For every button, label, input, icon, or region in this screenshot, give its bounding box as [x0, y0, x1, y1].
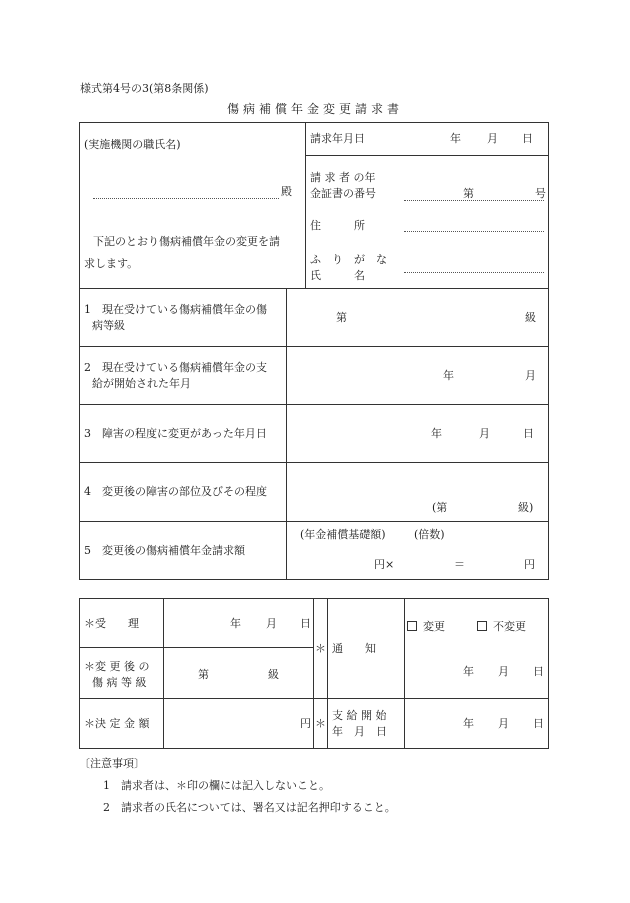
cert-label-line2: 金証書の番号	[310, 187, 376, 200]
notice-star: ＊	[315, 642, 326, 655]
checkbox-icon[interactable]	[407, 621, 417, 631]
start-month: 月	[498, 717, 509, 730]
start-label-line2: 年 月 日	[332, 725, 387, 738]
divider	[305, 122, 306, 288]
row3-year[interactable]: 年	[431, 427, 442, 440]
cert-number-field[interactable]	[404, 200, 544, 201]
divider	[79, 346, 549, 347]
form-title: 傷病補償年金変更請求書	[226, 102, 403, 116]
row4-label: 4 変更後の障害の部位及びその程度	[84, 485, 267, 498]
start-star: ＊	[315, 717, 326, 730]
row1-kyu: 級	[525, 311, 536, 324]
row5-base-label: (年金補償基礎額)	[300, 528, 386, 541]
divider	[313, 598, 314, 749]
agency-label: (実施機関の職氏名)	[84, 138, 181, 151]
divider	[305, 155, 549, 156]
grade-label-line2: 傷 病 等 級	[92, 676, 147, 689]
divider	[79, 521, 549, 522]
row5-yen: 円	[524, 558, 535, 571]
note-1: 1 請求者は、＊印の欄には記入しないこと。	[103, 779, 330, 792]
row3-month[interactable]: 月	[479, 427, 490, 440]
divider	[79, 462, 549, 463]
option-no-change[interactable]: 不変更	[477, 619, 526, 634]
row3-day[interactable]: 日	[523, 427, 534, 440]
received-label: ＊受 理	[84, 617, 139, 630]
divider	[79, 698, 549, 699]
row1-dai: 第	[336, 311, 347, 324]
address-label: 住 所	[310, 219, 365, 232]
note-2: 2 請求者の氏名については、署名又は記名押印すること。	[103, 801, 396, 814]
option-change[interactable]: 変更	[407, 619, 445, 634]
row5-equals: ＝	[454, 558, 465, 571]
row1-label-line1: 1 現在受けている傷病補償年金の傷	[84, 303, 267, 316]
received-day: 日	[300, 617, 311, 630]
row4-kyu: 級)	[518, 501, 534, 514]
cert-go: 号	[535, 187, 546, 200]
divider	[404, 598, 405, 749]
address-field[interactable]	[404, 231, 544, 232]
date-month[interactable]: 月	[487, 132, 498, 145]
row1-label-line2: 病等級	[92, 319, 125, 332]
received-month: 月	[266, 617, 277, 630]
start-year: 年	[463, 717, 474, 730]
amount-yen: 円	[300, 717, 311, 730]
row5-label: 5 変更後の傷病補償年金請求額	[84, 544, 245, 557]
start-day: 日	[533, 717, 544, 730]
cert-dai: 第	[463, 187, 474, 200]
name-label: 氏 名	[310, 269, 365, 282]
grade-dai: 第	[198, 668, 209, 681]
request-text-line2: 求します。	[84, 257, 139, 270]
honorific: 殿	[281, 185, 292, 198]
start-label-line1: 支 給 開 始	[332, 709, 387, 722]
notes-heading: 〔注意事項〕	[79, 757, 145, 770]
date-day[interactable]: 日	[522, 132, 533, 145]
row2-label-line2: 給が開始された年月	[92, 377, 191, 390]
date-year[interactable]: 年	[450, 132, 461, 145]
notice-day: 日	[533, 665, 544, 678]
grade-kyu: 級	[268, 668, 279, 681]
row2-month[interactable]: 月	[525, 369, 536, 382]
grade-label-line1: ＊変 更 後 の	[84, 660, 150, 673]
divider	[79, 647, 314, 648]
row2-label-line1: 2 現在受けている傷病補償年金の支	[84, 361, 267, 374]
row3-label: 3 障害の程度に変更があった年月日	[84, 427, 267, 440]
row5-yen-times: 円×	[374, 558, 395, 571]
divider	[79, 288, 549, 289]
agency-name-field[interactable]	[93, 198, 279, 199]
received-year: 年	[230, 617, 241, 630]
row5-mult-label: (倍数)	[414, 528, 445, 541]
divider	[79, 404, 549, 405]
furigana-label: ふ り が な	[310, 253, 387, 266]
request-text-line1: 下記のとおり傷病補償年金の変更を請	[93, 235, 280, 248]
name-field[interactable]	[404, 272, 544, 273]
checkbox-icon[interactable]	[477, 621, 487, 631]
divider	[163, 598, 164, 749]
divider	[286, 288, 287, 580]
divider	[327, 598, 328, 749]
amount-label: ＊決 定 金 額	[84, 717, 150, 730]
notice-year: 年	[463, 665, 474, 678]
row2-year[interactable]: 年	[443, 369, 454, 382]
cert-label-line1: 請 求 者 の年	[310, 171, 376, 184]
row4-dai: (第	[432, 501, 448, 514]
notice-label: 通 知	[332, 642, 376, 655]
notice-month: 月	[498, 665, 509, 678]
form-id: 様式第4号の3(第8条関係)	[80, 82, 209, 95]
date-label: 請求年月日	[310, 132, 365, 145]
